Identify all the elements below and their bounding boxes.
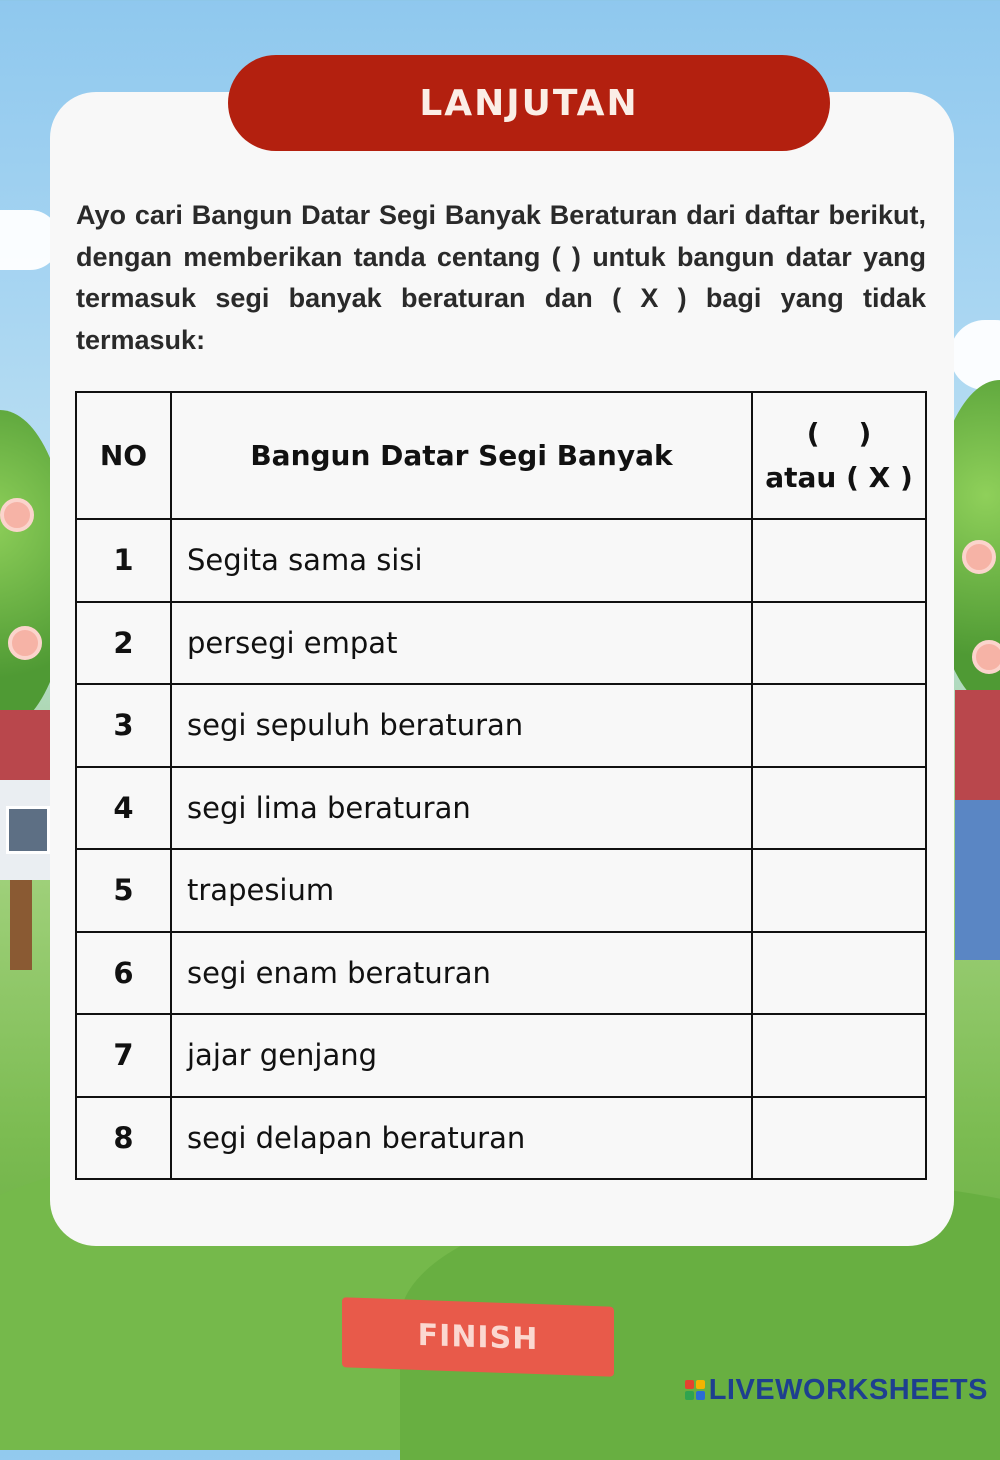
answer-cell[interactable]: [752, 519, 926, 602]
finish-label: FINISH: [417, 1317, 539, 1357]
table-header-row: [76, 392, 926, 519]
cloud: [950, 320, 1000, 390]
row-number: 3: [76, 684, 171, 767]
header-no: NO: [76, 392, 171, 519]
table-row: [76, 1014, 926, 1097]
flower: [972, 640, 1000, 674]
row-number: 2: [76, 602, 171, 685]
house-left: [0, 710, 50, 880]
shape-name: persegi empat: [171, 602, 752, 685]
shape-name: jajar genjang: [171, 1014, 752, 1097]
table-row: [76, 519, 926, 602]
brand-name: LIVEWORKSHEETS: [708, 1373, 988, 1406]
page-title: LANJUTAN: [419, 82, 639, 124]
table-row: [76, 602, 926, 685]
table-row: [76, 849, 926, 932]
answer-cell[interactable]: [752, 932, 926, 1015]
answer-cell[interactable]: [752, 849, 926, 932]
header-mark: [752, 392, 926, 519]
row-number: 4: [76, 767, 171, 850]
shape-name: Segita sama sisi: [171, 519, 752, 602]
row-number: 7: [76, 1014, 171, 1097]
row-number: 8: [76, 1097, 171, 1180]
table-row: [76, 767, 926, 850]
header-mark-line2: atau ( X ): [765, 460, 913, 494]
tree-trunk: [10, 880, 32, 970]
finish-ribbon: [342, 1297, 614, 1376]
liveworksheets-logo: [685, 1372, 988, 1408]
row-number: 6: [76, 932, 171, 1015]
shape-name: segi delapan beraturan: [171, 1097, 752, 1180]
shape-name: segi enam beraturan: [171, 932, 752, 1015]
table-row: [76, 932, 926, 1015]
house-right: [955, 690, 1000, 960]
flower: [8, 626, 42, 660]
table-row: [76, 684, 926, 767]
instructions-text: Ayo cari Bangun Datar Segi Banyak Beraturan dari daftar berikut, dengan memberikan tanda centang ( ) untuk bangun datar yang termasuk segi banyak beraturan dan ( X ) bagi yang tidak termasuk:: [76, 200, 926, 355]
row-number: 1: [76, 519, 171, 602]
shape-name: trapesium: [171, 849, 752, 932]
shape-name: segi lima beraturan: [171, 767, 752, 850]
answer-cell[interactable]: [752, 767, 926, 850]
flower: [962, 540, 996, 574]
title-banner: [228, 55, 830, 151]
shape-name: segi sepuluh beraturan: [171, 684, 752, 767]
liveworksheets-mark-icon: [685, 1380, 705, 1400]
shapes-table: [75, 391, 927, 1180]
header-mark-line1: ( ): [806, 416, 872, 450]
table-row: [76, 1097, 926, 1180]
header-shape: Bangun Datar Segi Banyak: [171, 392, 752, 519]
answer-cell[interactable]: [752, 602, 926, 685]
answer-cell[interactable]: [752, 1097, 926, 1180]
flower: [0, 498, 34, 532]
row-number: 5: [76, 849, 171, 932]
answer-cell[interactable]: [752, 684, 926, 767]
answer-cell[interactable]: [752, 1014, 926, 1097]
